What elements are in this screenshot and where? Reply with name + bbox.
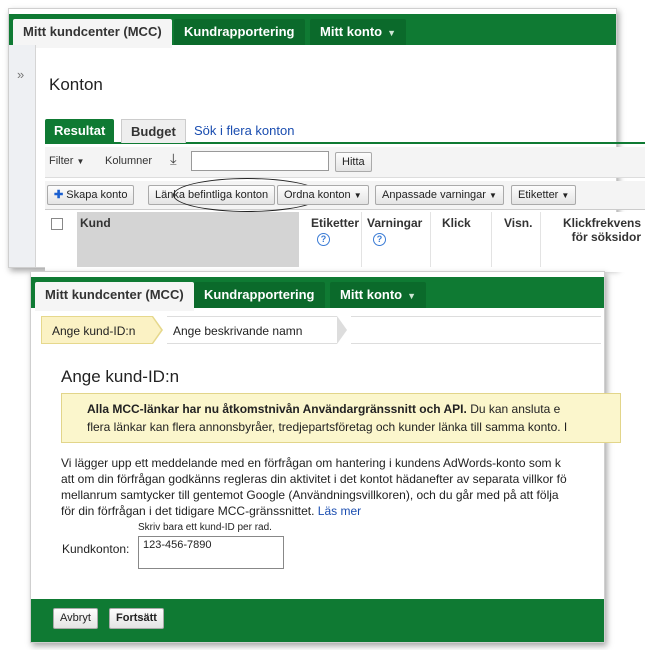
custom-alerts-dropdown[interactable] — [375, 185, 504, 205]
column-divider — [361, 212, 362, 267]
section-title: Ange kund-ID:n — [61, 367, 180, 386]
column-divider — [430, 212, 431, 267]
column-header-clicks[interactable]: Klick — [442, 216, 471, 230]
create-account-button[interactable] — [47, 185, 134, 205]
tab-client-reporting[interactable]: Kundrapportering — [174, 19, 305, 45]
table-header — [45, 212, 645, 272]
accounts-panel — [8, 8, 641, 268]
top-tab-bar — [9, 14, 616, 45]
paragraph-line: Vi lägger upp ett meddelande med en förfrågan om hantering i kundens AdWords-konto som k — [61, 456, 561, 470]
filter-toolbar — [45, 147, 645, 178]
filter-label: Filter — [49, 155, 74, 167]
chevron-down-icon: ▼ — [387, 28, 397, 38]
search-accounts-link[interactable]: Sök i flera konton — [194, 123, 295, 138]
step-enter-names: Ange beskrivande namn — [167, 316, 337, 344]
tab-label: Mitt konto — [320, 24, 383, 39]
notice-rest: Du kan ansluta e — [466, 402, 561, 416]
ctr-line-2: för söksidor — [571, 230, 641, 244]
custom-alerts-label: Anpassade varningar — [382, 189, 486, 201]
top-tab-bar — [31, 277, 604, 308]
help-icon[interactable]: ? — [373, 233, 386, 246]
ctr-line-1: Klickfrekvens — [562, 216, 641, 230]
action-toolbar — [45, 181, 645, 210]
column-divider — [491, 212, 492, 267]
link-existing-accounts-button[interactable]: Länka befintliga konton — [148, 185, 275, 205]
arrange-accounts-dropdown[interactable] — [277, 185, 369, 205]
step-arrow — [152, 317, 161, 343]
tab-label: Mitt konto — [340, 287, 403, 302]
column-header-alerts-text: Varningar — [367, 216, 423, 230]
labels-dropdown[interactable] — [511, 185, 576, 205]
learn-more-link[interactable]: Läs mer — [317, 504, 362, 518]
tab-client-reporting[interactable]: Kundrapportering — [194, 282, 325, 308]
step-enter-ids: Ange kund-ID:n — [41, 316, 153, 344]
continue-button[interactable]: Fortsätt — [109, 608, 164, 629]
link-accounts-panel — [30, 271, 605, 643]
step-arrow — [337, 316, 347, 344]
column-header-ctr[interactable] — [545, 216, 641, 244]
columns-button[interactable]: Kolumner — [105, 155, 153, 167]
tab-my-client-center[interactable]: Mitt kundcenter (MCC) — [35, 282, 194, 311]
plus-icon: ✚ — [54, 189, 64, 201]
chevron-down-icon: ▼ — [407, 291, 417, 301]
column-divider — [540, 212, 541, 267]
expand-icon[interactable]: » — [17, 67, 25, 82]
notice-bold: Alla MCC-länkar har nu åtkomstnivån Användargränssnitt och API. — [87, 402, 467, 416]
tab-my-account[interactable] — [330, 282, 426, 308]
chevron-down-icon: ▼ — [489, 191, 497, 200]
download-icon[interactable]: ⤓ — [170, 151, 177, 168]
find-button[interactable]: Hitta — [335, 152, 372, 172]
side-collapse-strip[interactable] — [9, 45, 36, 267]
column-header-alerts[interactable] — [367, 216, 422, 246]
customer-accounts-label: Kundkonton: — [62, 542, 130, 556]
field-hint: Skriv bara ett kund-ID per rad. — [138, 522, 272, 533]
column-header-impressions[interactable]: Visn. — [504, 216, 533, 230]
column-kund[interactable] — [77, 212, 299, 267]
footer-bar — [31, 599, 604, 642]
paragraph-line — [61, 503, 621, 519]
arrange-label: Ordna konton — [284, 189, 351, 201]
labels-label: Etiketter — [518, 189, 559, 201]
cancel-button[interactable]: Avbryt — [53, 608, 98, 629]
tab-my-client-center[interactable]: Mitt kundcenter (MCC) — [13, 19, 172, 48]
filter-dropdown[interactable] — [49, 155, 84, 167]
subtab-bar — [45, 119, 645, 144]
create-account-label: Skapa konto — [66, 189, 128, 201]
chevron-down-icon: ▼ — [353, 191, 362, 200]
column-header-labels[interactable] — [311, 216, 359, 246]
paragraph-line: mellanrum samtycker till gentemot Google (Användningsvillkoren), och du går med på att följa — [61, 488, 559, 502]
customer-id-textarea[interactable]: 123-456-7890 — [138, 536, 284, 569]
chevron-down-icon: ▼ — [76, 157, 85, 166]
info-notice — [61, 393, 621, 443]
help-icon[interactable]: ? — [317, 233, 330, 246]
steps-remainder — [351, 316, 601, 344]
accounts-content — [35, 45, 641, 267]
page-title: Konton — [49, 75, 103, 94]
notice-line-2: flera länkar kan flera annonsbyråer, tredjepartsföretag och kunder länka till samma konto. I — [87, 420, 568, 434]
chevron-down-icon: ▼ — [561, 191, 570, 200]
description-paragraph — [61, 455, 621, 519]
column-header-kund: Kund — [80, 216, 111, 230]
search-input[interactable] — [191, 151, 329, 171]
select-all-checkbox[interactable] — [51, 218, 63, 230]
wizard-steps — [41, 316, 601, 344]
paragraph-line-text: för din förfrågan i det tidigare MCC-gränssnittet. — [61, 504, 315, 518]
tab-my-account[interactable] — [310, 19, 406, 45]
paragraph-line: att om din förfrågan godkänns regleras din aktivitet i det kontot hädanefter av separata villkor fö — [61, 472, 567, 486]
tab-results[interactable]: Resultat — [45, 119, 114, 142]
tab-budget[interactable]: Budget — [121, 119, 186, 143]
column-header-labels-text: Etiketter — [311, 216, 360, 230]
